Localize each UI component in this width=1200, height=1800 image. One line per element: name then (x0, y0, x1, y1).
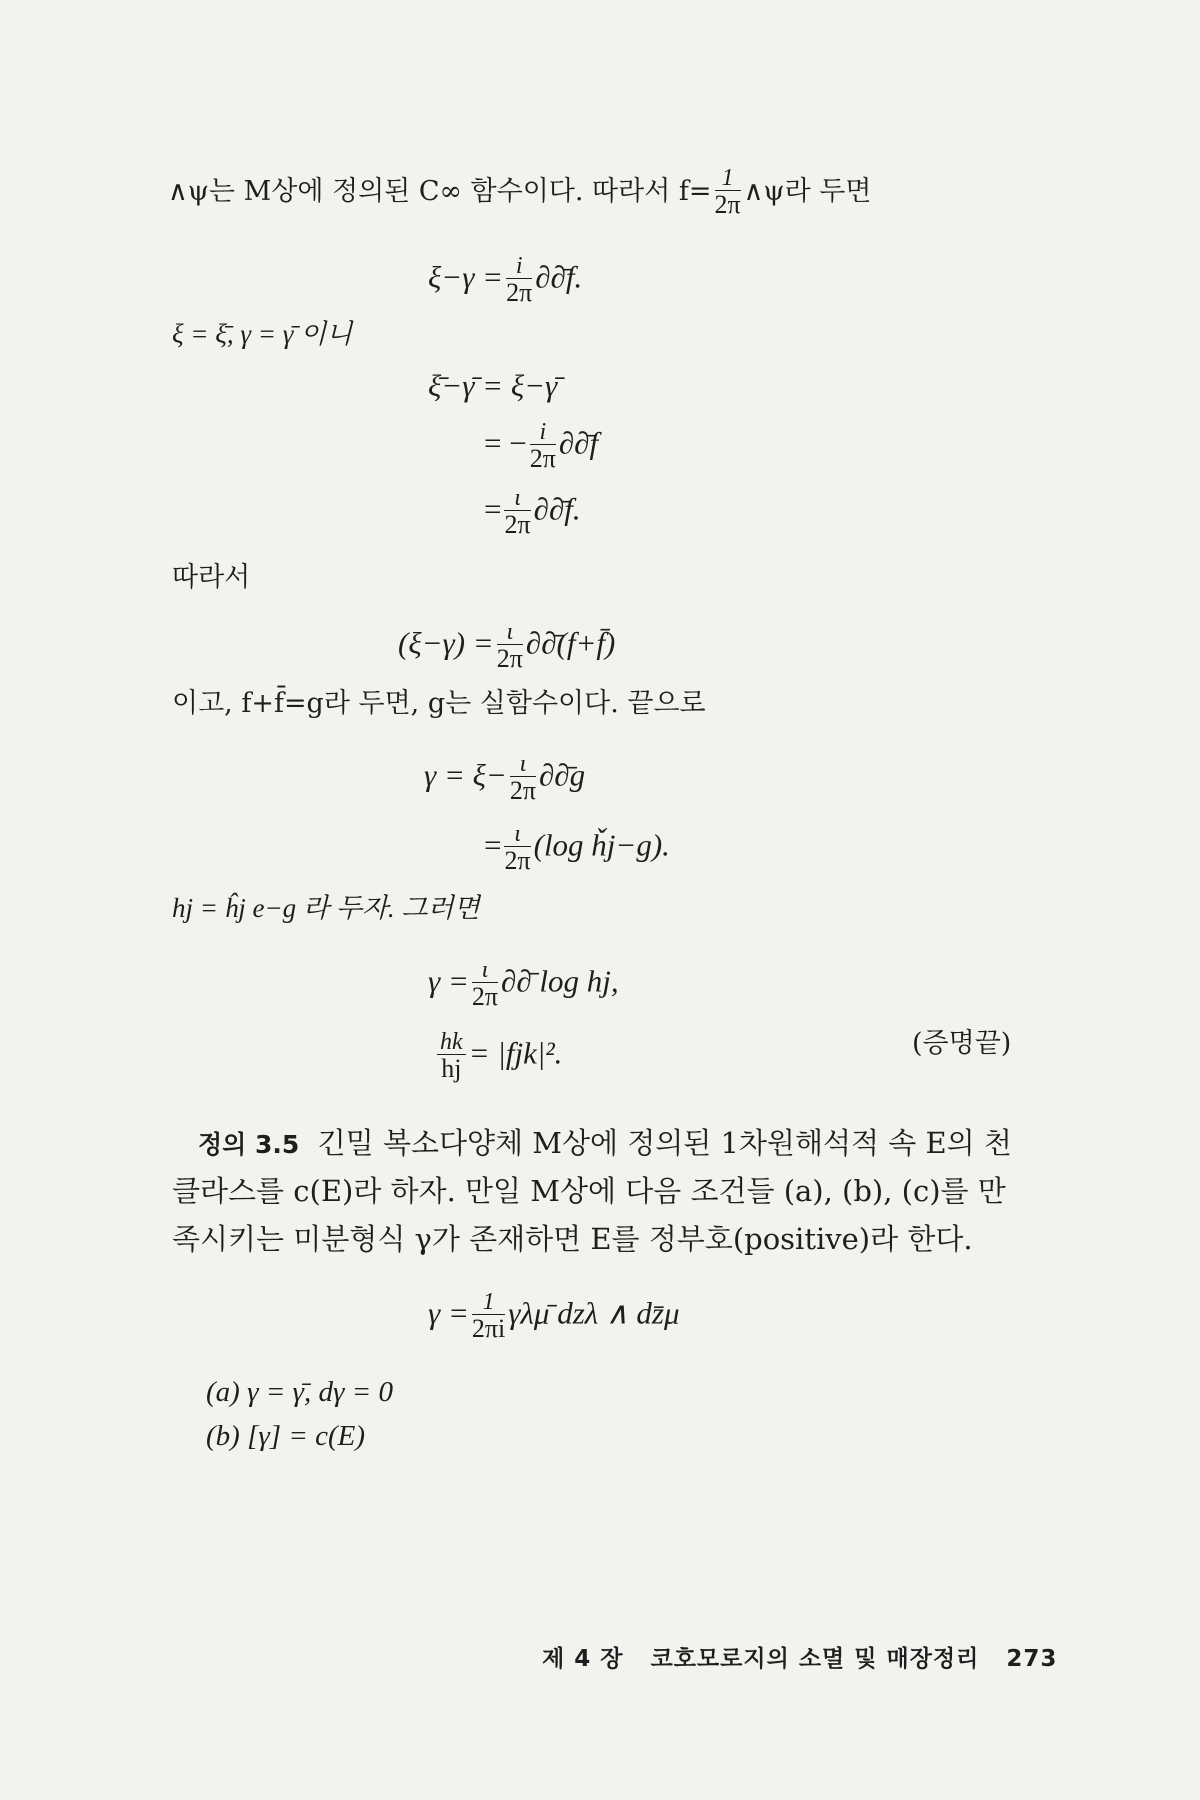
fraction (504, 822, 530, 875)
text-line-2: ξ = ξ̄, γ = γ̄ 이니 (172, 319, 353, 349)
equation-1-right: ∂∂̄f. (535, 259, 583, 295)
equation-5a-left: γ = (428, 963, 469, 999)
definition-label: 정의 3.5 (198, 1130, 300, 1159)
equation-2a: ξ̄−γ̄ = ξ−γ̄ (428, 368, 558, 403)
condition-a: (a) γ = γ̄, dγ = 0 (206, 1376, 393, 1408)
fraction-numerator: ι (504, 486, 530, 511)
text-line-1-body: ∧ψ는 M상에 정의된 C∞ 함수이다. 따라서 f= (168, 176, 712, 207)
equation-5b-right: = |fjk|². (468, 1035, 563, 1071)
fraction-numerator: 1 (472, 1290, 505, 1315)
equation-1 (428, 254, 582, 307)
fraction-denominator: 2π (496, 644, 523, 673)
running-footer (542, 1640, 1057, 1673)
text-line-1-tail: ∧ψ라 두면 (743, 176, 872, 207)
page-number: 273 (1006, 1646, 1058, 1672)
fraction-numerator: i (506, 254, 532, 279)
definition-line-1 (198, 1118, 1058, 1170)
fraction (504, 486, 530, 539)
equation-def (428, 1290, 680, 1343)
fraction (472, 958, 498, 1011)
equation-2c-left: = (484, 491, 502, 527)
fraction-denominator: 2π (529, 444, 556, 473)
equation-4b-right: (log ȟj−g). (533, 827, 670, 863)
fraction-denominator: 2π (506, 278, 533, 307)
equation-def-right: γλμ̄ dzλ ∧ dz̄μ (508, 1295, 680, 1331)
definition-line-2: 클라스를 c(E)라 하자. 만일 M상에 다음 조건들 (a), (b), (c)를 만 (172, 1174, 1006, 1208)
fraction-numerator: ι (504, 822, 530, 847)
text-line-1 (168, 166, 871, 219)
fraction-numerator: ι (497, 620, 523, 645)
equation-2c-right: ∂∂̄f. (533, 491, 581, 527)
equation-2c (484, 486, 581, 539)
fraction (530, 420, 556, 473)
equation-4b-left: = (484, 827, 502, 863)
fraction-denominator: 2π (504, 510, 531, 539)
equation-3 (398, 620, 615, 673)
text-line-4: 이고, f+f̄=g라 두면, g는 실함수이다. 끝으로 (172, 688, 706, 719)
equation-2b-left: = − (484, 425, 527, 461)
equation-5b (434, 1030, 562, 1083)
text-line-5: hj = ĥj e−g 라 두자. 그러면 (172, 893, 480, 923)
definition-text-1: 긴밀 복소다양체 M상에 정의된 1차원해석적 속 E의 천 (317, 1126, 1012, 1160)
fraction-hk-over-hj (437, 1030, 466, 1083)
fraction-1-over-2pi-i (472, 1290, 505, 1343)
fraction-numerator: ι (510, 752, 536, 777)
equation-3-left: (ξ−γ) = (398, 625, 494, 661)
fraction-numerator: ι (472, 958, 498, 983)
fraction-1-over-2pi (715, 166, 741, 219)
footer-title: 코호모로지의 소멸 및 매장정리 (650, 1646, 980, 1672)
footer-chapter: 제 4 장 (542, 1646, 624, 1672)
equation-def-left: γ = (428, 1295, 469, 1331)
equation-3-right: ∂∂̄(f+f̄) (525, 625, 616, 661)
equation-2b-right: ∂∂̄f (558, 425, 599, 461)
fraction-numerator: 1 (715, 166, 741, 191)
fraction (497, 620, 523, 673)
fraction-denominator: 2π (714, 190, 741, 219)
qed-mark: (증명끝) (912, 1028, 1012, 1059)
equation-4a (424, 752, 585, 805)
equation-5a (428, 958, 619, 1011)
fraction (506, 254, 532, 307)
fraction-denominator: 2π (471, 982, 499, 1011)
equation-5a-right: ∂∂̄ log hj, (501, 963, 619, 999)
fraction-denominator: 2π (509, 776, 536, 805)
fraction-denominator: hj (441, 1054, 462, 1083)
fraction (510, 752, 536, 805)
fraction-denominator: 2πi (471, 1314, 506, 1343)
equation-4a-right: ∂∂̄g (538, 757, 586, 793)
condition-b: (b) [γ] = c(E) (206, 1420, 366, 1452)
fraction-denominator: 2π (504, 846, 531, 875)
equation-4a-left: γ = ξ− (424, 757, 507, 793)
equation-4b (484, 822, 670, 875)
equation-2b (484, 420, 598, 473)
fraction-numerator: hk (437, 1030, 466, 1055)
equation-1-left: ξ−γ = (428, 259, 504, 295)
text-line-3: 따라서 (172, 562, 251, 593)
definition-line-3: 족시키는 미분형식 γ가 존재하면 E를 정부호(positive)라 한다. (172, 1222, 973, 1256)
fraction-numerator: i (530, 420, 556, 445)
